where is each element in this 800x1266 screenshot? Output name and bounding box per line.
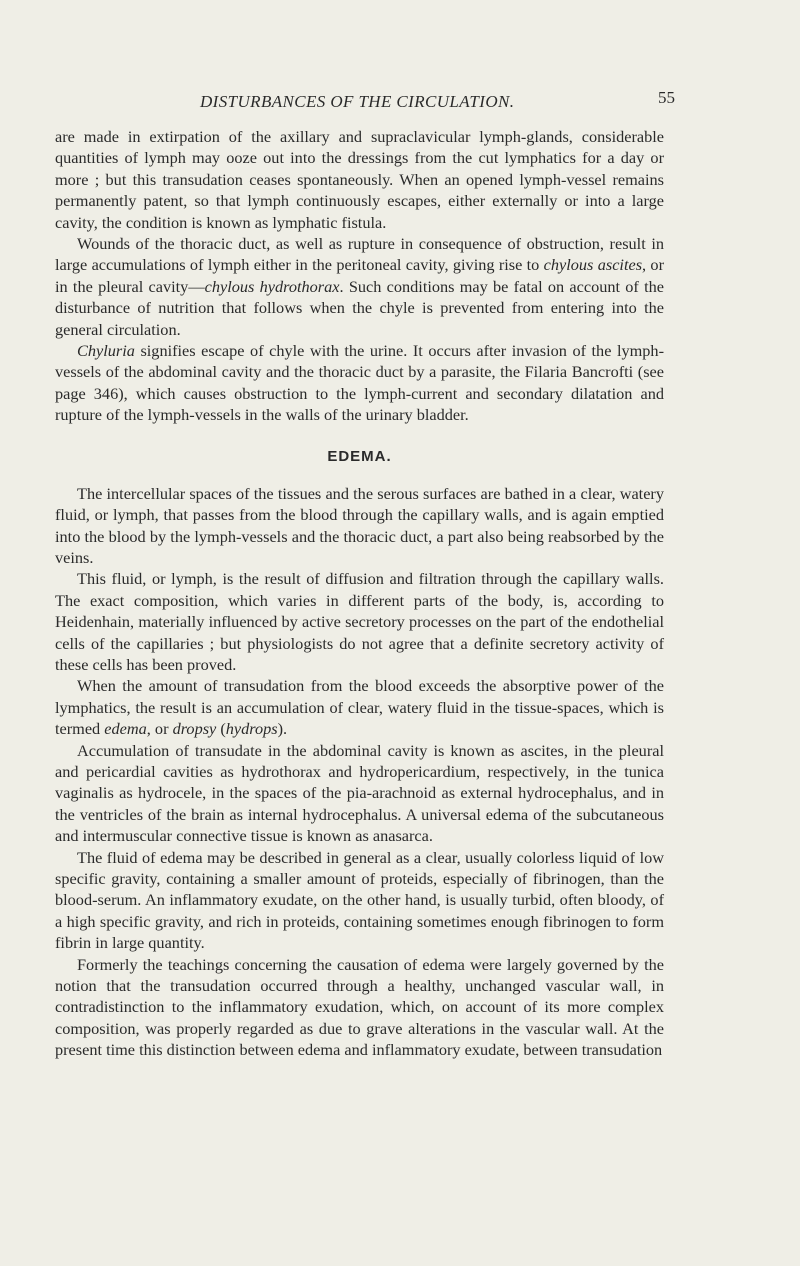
text-run: , or: [146, 719, 173, 739]
text-run: ).: [277, 719, 288, 739]
text-run: The intercellular spaces of the tissues and the serous surfaces are bathed in a clear, watery fluid, or lymph, that passes from the blood through the capillary walls, and is again emptied into the blood by the lymph-vessels and the thoracic duct, a part also being reabsorbed by the veins.: [55, 483, 664, 567]
page-number: 55: [658, 88, 675, 107]
italic-term: chylous hydrothorax: [204, 276, 340, 296]
text-run: When the amount of transudation from the blood exceeds the absorptive power of the lymphatics, the result is an accumulation of clear, watery fluid in the tissue-spaces, which is termed: [55, 676, 664, 739]
paragraph: [55, 847, 664, 954]
paragraph: [55, 340, 664, 426]
text-run: The fluid of edema may be described in general as a clear, usually colorless liquid of low specific gravity, containing a smaller amount of proteids, especially of fibrinogen, than the blood-serum. An inflammatory exudate, on the other hand, is usually turbid, often bloody, of a high specific gravity, and rich in proteids, containing sometimes enough fibrinogen to form fibrin in large quantity.: [55, 847, 664, 953]
paragraph: [55, 483, 664, 569]
text-run: , or in the pleural cavity—: [55, 255, 664, 296]
paragraph: [55, 675, 664, 739]
text-run: Wounds of the thoracic duct, as well as rupture in consequence of obstruction, result in large accumulations of lymph either in the peritoneal cavity, giving rise to: [55, 234, 664, 275]
text-run: are made in extirpation of the axillary and supraclavicular lymph-glands, considerable quantities of lymph may ooze out into the dressings from the cut lymphatics for a day or more ; but this transudation ceases spontaneously. When an opened lymph-vessel remains permanently patent, so that lymph continuously escapes, either externally or into a large cavity, the condition is known as lymphatic fistula.: [55, 127, 664, 232]
paragraph: [55, 740, 664, 847]
text-run: This fluid, or lymph, is the result of diffusion and filtration through the capillary walls. The exact composition, which varies in different parts of the body, is, according to Heidenhain, materially influenced by active secretory processes on the part of the endothelial cells of the capillaries ; but physiologists do not agree that a definite secretory activity of these cells has been proved.: [55, 569, 664, 674]
paragraph: [55, 954, 664, 1061]
running-head: DISTURBANCES OF THE CIRCULATION.: [200, 92, 515, 111]
italic-term: Chyluria: [77, 341, 135, 361]
paragraph: [55, 568, 664, 675]
italic-term: hydrops: [225, 719, 278, 739]
text-run: Accumulation of transudate in the abdominal cavity is known as ascites, in the pleural and pericardial cavities as hydrothorax and hydropericardium, respectively, in the tunica vaginalis as hydrocele, in the spaces of the pia-arachnoid as external hydrocephalus, and in the ventricles of the brain as internal hydrocephalus. A universal edema of the subcutaneous and intermuscular connective tissue is known as anasarca.: [55, 740, 664, 846]
text-run: (: [216, 719, 226, 739]
text-run: . Such conditions may be fatal on account of the disturbance of nutrition that follows when the chyle is prevented from entering into the general circulation.: [55, 276, 664, 339]
text-run: Formerly the teachings concerning the causation of edema were largely governed by the notion that the transudation occurred through a healthy, unchanged vascular wall, in contradistinction to the inflammatory exudation, which, on account of its more complex composition, was properly regarded as due to grave alterations in the vascular wall. At the present time this distinction between edema and inflammatory exudate, between transudation: [55, 954, 664, 1060]
text-run: signifies escape of chyle with the urine. It occurs after invasion of the lymph-vessels of the abdominal cavity and the thoracic duct by a parasite, the Filaria Bancrofti (see page 346), which causes obstruction to the lymph-current and secondary dilatation and rupture of the lymph-vessels in the walls of the urinary bladder.: [55, 341, 664, 425]
body-text: [55, 126, 664, 1061]
section-heading: EDEMA.: [327, 447, 392, 465]
paragraph: [55, 126, 664, 233]
italic-term: dropsy: [172, 719, 217, 739]
italic-term: chylous ascites: [543, 255, 643, 275]
paragraph: [55, 233, 664, 340]
italic-term: edema: [104, 719, 147, 739]
